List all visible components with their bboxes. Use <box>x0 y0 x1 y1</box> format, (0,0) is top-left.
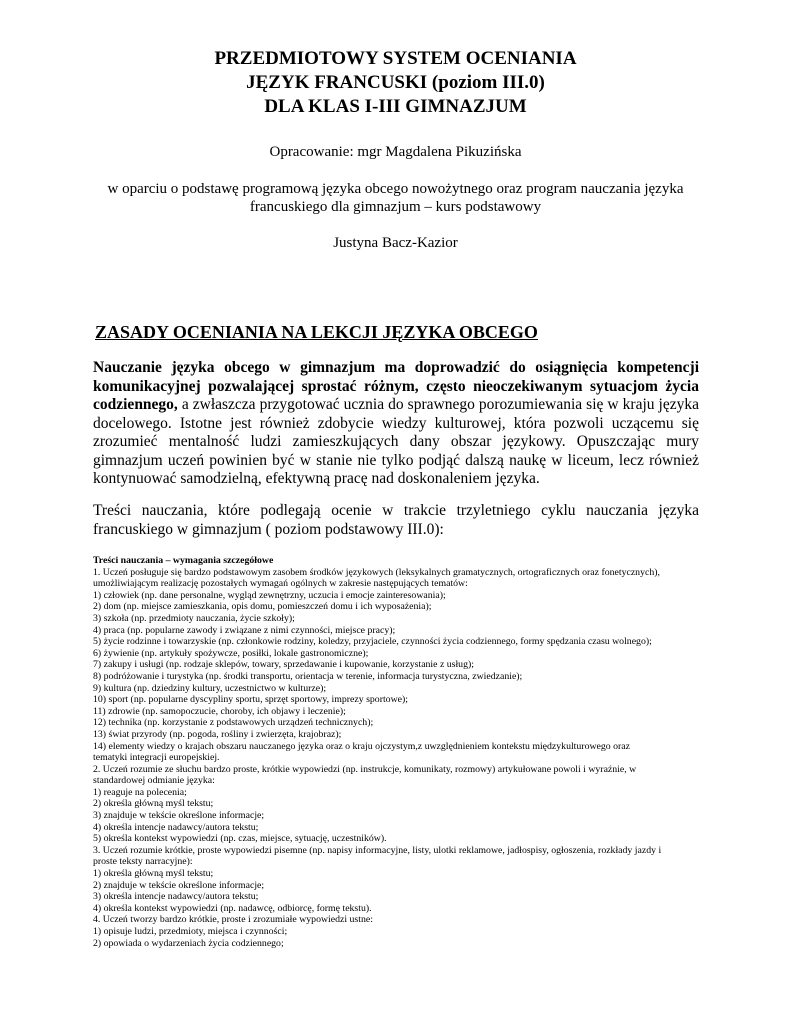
requirement-line: proste teksty narracyjne): <box>93 856 193 868</box>
requirement-line: 1) reaguje na polecenia; <box>93 786 187 798</box>
requirement-line: 1. Uczeń posługuje się bardzo podstawowym zasobem środków językowych (leksykalnych gramatycznych, ortograficznych oraz fonetycznych), <box>93 566 660 578</box>
document-title-line-3: DLA KLAS I-III GIMNAZJUM <box>264 96 527 117</box>
intro-bold-text: Nauczanie języka obcego w gimnazjum ma doprowadzić do osiągnięcia kompetencji komunikacyjnej pozwalającej sprostać różnym, często nieoczekiwanym sytuacjom życia codziennego, <box>93 359 699 413</box>
requirement-line: 4) określa kontekst wypowiedzi (np. nadawcę, odbiorcę, formę tekstu). <box>93 902 372 914</box>
requirement-line: 2. Uczeń rozumie ze słuchu bardzo proste, krótkie wypowiedzi (np. instrukcje, komunikaty, rozmowy) artykułowane powoli i wyraźnie, w <box>93 763 637 775</box>
requirement-line: 2) określa główną myśl tekstu; <box>93 798 214 810</box>
requirement-line: 1) opisuje ludzi, przedmioty, miejsca i czynności; <box>93 926 288 937</box>
requirement-line: 2) znajduje w tekście określone informacje; <box>93 879 265 891</box>
requirement-line: 3) szkoła (np. przedmioty nauczania, życie szkoły); <box>93 612 295 624</box>
requirement-line: 10) sport (np. popularne dyscypliny sportu, sprzęt sportowy, imprezy sportowe); <box>93 694 408 706</box>
content-paragraph: Treści nauczania, które podlegają ocenie w trakcie trzyletniego cyklu nauczania języka francuskiego w gimnazjum ( poziom podstawowy III.0): <box>93 502 699 538</box>
requirement-line: 4) praca (np. popularne zawody i związane z nimi czynności, miejsce pracy); <box>93 624 396 636</box>
requirements-heading: Treści nauczania – wymagania szczegółowe <box>93 555 274 566</box>
requirement-line: 1) człowiek (np. dane personalne, wygląd zewnętrzny, uczucia i emocje zainteresowania); <box>93 589 446 601</box>
requirement-line: 3. Uczeń rozumie krótkie, proste wypowiedzi pisemne (np. napisy informacyjne, listy, ulotki reklamowe, jadłospisy, ogłoszenia, rozkłady jazdy i <box>93 844 662 856</box>
requirement-line: standardowej odmianie języka: <box>93 775 215 787</box>
intro-paragraph <box>93 359 699 489</box>
requirement-line: 4) określa intencje nadawcy/autora tekstu; <box>93 821 259 833</box>
requirement-line: 14) elementy wiedzy o krajach obszaru nauczanego języka oraz o kraju ojczystym,z uwzględnieniem kontekstu międzykulturowego oraz <box>93 740 630 752</box>
requirements-list <box>93 567 708 950</box>
requirement-line: 5) życie rodzinne i towarzyskie (np. członkowie rodziny, koledzy, przyjaciele, czynności życia codziennego, formy spędzania czasu wolnego); <box>93 636 652 648</box>
requirement-line: 7) zakupy i usługi (np. rodzaje sklepów, towary, sprzedawanie i kupowanie, korzystanie z usług); <box>93 659 474 671</box>
requirement-line: 2) opowiada o wydarzeniach życia codziennego; <box>93 937 284 949</box>
requirement-line: 11) zdrowie (np. samopoczucie, choroby, ich objawy i leczenie); <box>93 705 346 717</box>
document-title-line-2: JĘZYK FRANCUSKI (poziom III.0) <box>246 72 545 93</box>
section-heading: ZASADY OCENIANIA NA LEKCJI JĘZYKA OBCEGO <box>95 322 538 342</box>
basis-line-1: w oparciu o podstawę programową języka obcego nowożytnego oraz program nauczania języka <box>107 181 684 197</box>
requirement-line: 3) określa intencje nadawcy/autora tekstu; <box>93 891 259 903</box>
requirement-line: 1) określa główną myśl tekstu; <box>93 868 214 880</box>
intro-rest-text: a zwłaszcza przygotować ucznia do sprawnego porozumiewania się w kraju języka docelowego. Istotne jest również zdobycie wiedzy kulturowej, która pozwoli uczącemu się zrozumieć mentalność ludzi zamieszkujących dany obszar językowy. Opuszczając mury gimnazjum uczeń powinien być w stanie nie tylko podjąć dalszą naukę w liceum, lecz również kontynuować samodzielną, efektywną pracę nad doskonaleniem języka. <box>93 396 699 487</box>
requirement-line: 12) technika (np. korzystanie z podstawowych urządzeń technicznych); <box>93 717 374 729</box>
requirement-line: 8) podróżowanie i turystyka (np. środki transportu, orientacja w terenie, informacja turystyczna, zwiedzanie); <box>93 670 523 682</box>
requirement-line: 13) świat przyrody (np. pogoda, rośliny i zwierzęta, krajobraz); <box>93 728 342 740</box>
basis-line-2: francuskiego dla gimnazjum – kurs podstawowy <box>249 199 542 215</box>
requirement-line: 2) dom (np. miejsce zamieszkania, opis domu, pomieszczeń domu i ich wyposażenia); <box>93 601 432 613</box>
requirement-line: umożliwiającym realizację pozostałych wymagań ogólnych w zakresie następujących tematów: <box>93 578 468 590</box>
requirement-line: 9) kultura (np. dziedziny kultury, uczestnictwo w kulturze); <box>93 682 327 694</box>
requirement-line: 5) określa kontekst wypowiedzi (np. czas, miejsce, sytuację, uczestników). <box>93 833 387 845</box>
requirement-line: 6) żywienie (np. artykuły spożywcze, posiłki, lokale gastronomiczne); <box>93 647 369 659</box>
requirement-line: 4. Uczeń tworzy bardzo krótkie, proste i zrozumiałe wypowiedzi ustne: <box>93 914 373 926</box>
author-line: Opracowanie: mgr Magdalena Pikuzińska <box>269 144 522 160</box>
requirement-line: tematyki integracji europejskiej. <box>93 752 220 764</box>
program-author: Justyna Bacz-Kazior <box>333 235 458 251</box>
requirement-line: 3) znajduje w tekście określone informacje; <box>93 810 265 822</box>
detailed-requirements <box>93 555 708 949</box>
document-title-line-1: PRZEDMIOTOWY SYSTEM OCENIANIA <box>214 48 577 69</box>
